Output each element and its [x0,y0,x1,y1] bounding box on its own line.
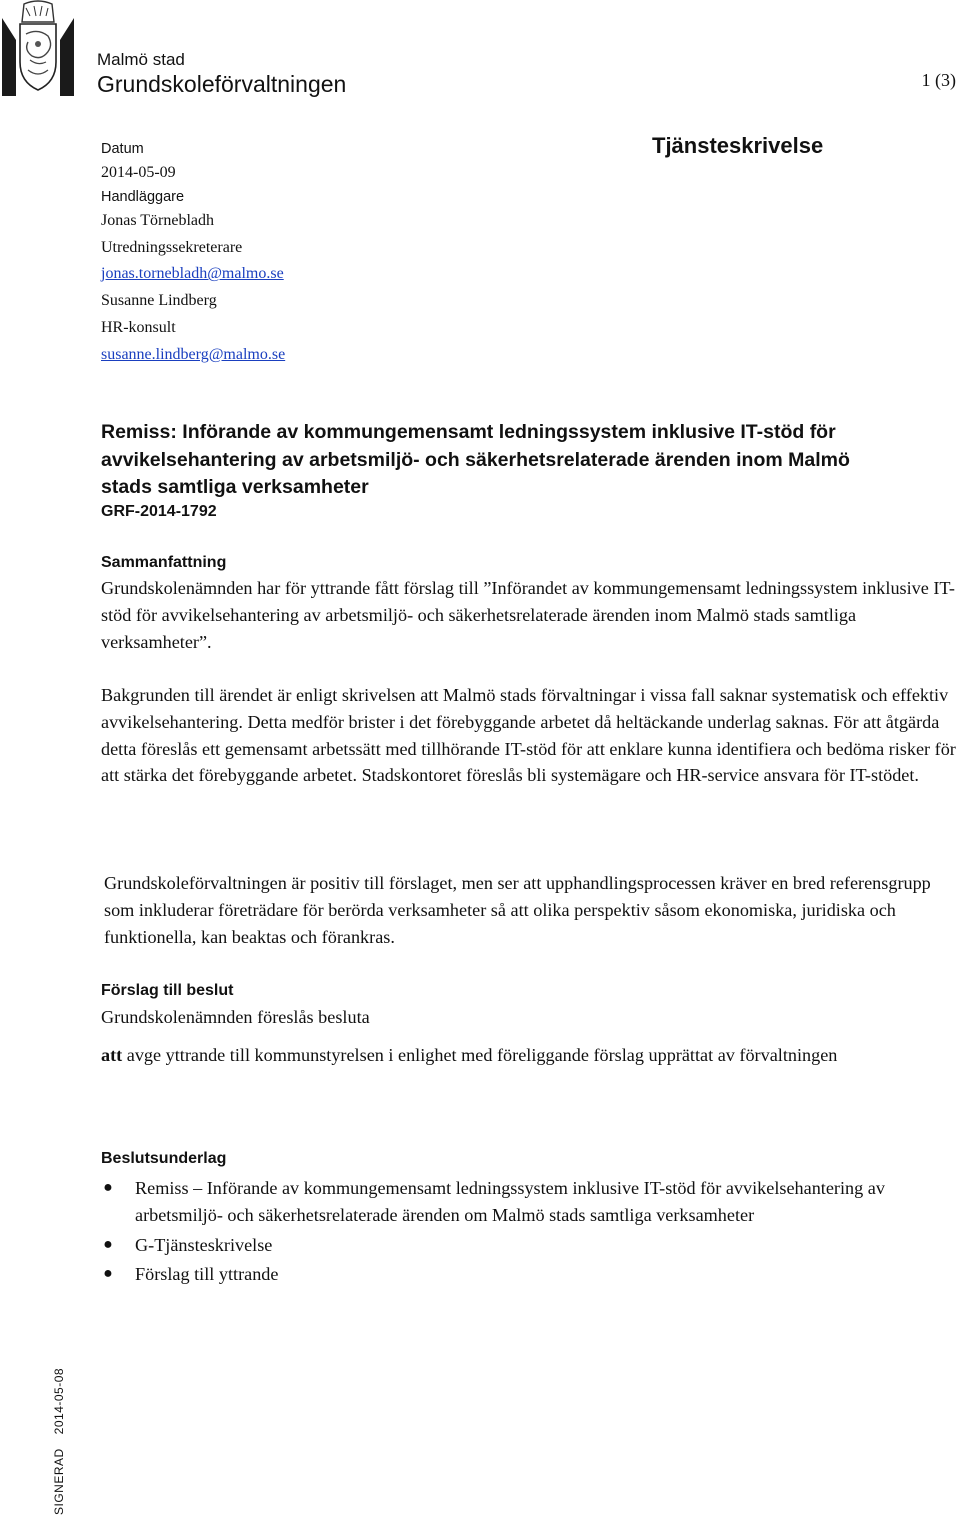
list-item [101,1232,951,1259]
proposal-intro: Grundskolenämnden föreslås besluta [101,1007,370,1027]
background-paragraph: Bakgrunden till ärendet är enligt skrivelsen att Malmö stads förvaltningar i vissa fall saknar systematisk och effektiv avvikelsehantering. Detta medför brister i det förebyggande arbetet då heltäckande underlag saknas. För att åtgärda detta föreslås ett gemensamt arbetssätt med tillhörande IT-stöd för att enklare kunna identifiera och bedöma risker för att stärka det förebyggande arbetet. Stadskontoret föreslås bli systemägare och HR-service ansvara för IT-stödet. [101,685,956,786]
decision-text: avge yttrande till kommunstyrelsen i enlighet med föreliggande förslag upprättat av förvaltningen [122,1045,838,1065]
basis-list [101,1175,951,1291]
list-item [101,1175,951,1229]
list-item-text: G-Tjänsteskrivelse [135,1234,273,1255]
malmo-logo-icon [2,0,74,96]
handler-name: Susanne Lindberg [101,292,217,310]
org-name: Malmö stad [97,50,185,69]
bullet-icon: ● [103,1179,113,1196]
decision-keyword: att [101,1045,123,1065]
case-number: GRF-2014-1792 [101,503,217,520]
summary-heading: Sammanfattning [101,554,227,571]
list-item [101,1261,951,1288]
handler-email-link[interactable]: jonas.tornebladh@malmo.se [101,265,284,283]
bullet-icon: ● [103,1265,113,1283]
document-title: Remiss: Införande av kommungemensamt ledningssystem inklusive IT-stöd för avvikelsehantering av arbetsmiljö- och säkerhetsrelaterade ärenden inom Malmö stads samtliga verksamheter [101,421,850,498]
date-label: Datum [101,141,144,157]
position-paragraph: Grundskoleförvaltningen är positiv till förslaget, men ser att upphandlingsprocessen kräver en bred referensgrupp som inkluderar företrädare för berörda verksamheter så att olika perspektiv såsom ekonomiska, juridiska och funktionella, kan beaktas och förankras. [104,873,931,947]
list-item-text: Remiss – Införande av kommungemensamt ledningssystem inklusive IT-stöd för avvikelsehantering av arbetsmiljö- och säkerhetsrelaterade ärenden om Malmö stads samtliga verksamheter [135,1178,885,1225]
bullet-icon: ● [103,1235,113,1253]
summary-paragraph: Grundskolenämnden har för yttrande fått förslag till ”Införandet av kommungemensamt ledningssystem inklusive IT-stöd för avvikelsehantering av arbetsmiljö- och säkerhetsrelaterade ärenden inom Malmö stads samtliga verksamheter”. [101,578,955,652]
handler-role: HR-konsult [101,318,176,336]
handler-role: Utredningssekreterare [101,238,243,256]
proposal-decision [101,1042,941,1069]
document-meta [101,139,501,369]
date-value: 2014-05-09 [101,164,176,181]
department-name: Grundskoleförvaltningen [97,71,347,97]
handler-email-link[interactable]: susanne.lindberg@malmo.se [101,345,286,363]
document-type: Tjänsteskrivelse [652,133,824,158]
proposal-heading: Förslag till beslut [101,982,234,999]
list-item-text: Förslag till yttrande [135,1264,279,1285]
stamp-date: 2014-05-08 [52,1367,66,1435]
page-number: 1 (3) [921,70,956,90]
handler-name: Jonas Törnebladh [101,211,215,229]
handler-label: Handläggare [101,188,185,205]
stamp-label: SIGNERAD [52,1448,66,1515]
signed-stamp [52,1367,92,1515]
basis-heading: Beslutsunderlag [101,1150,227,1167]
